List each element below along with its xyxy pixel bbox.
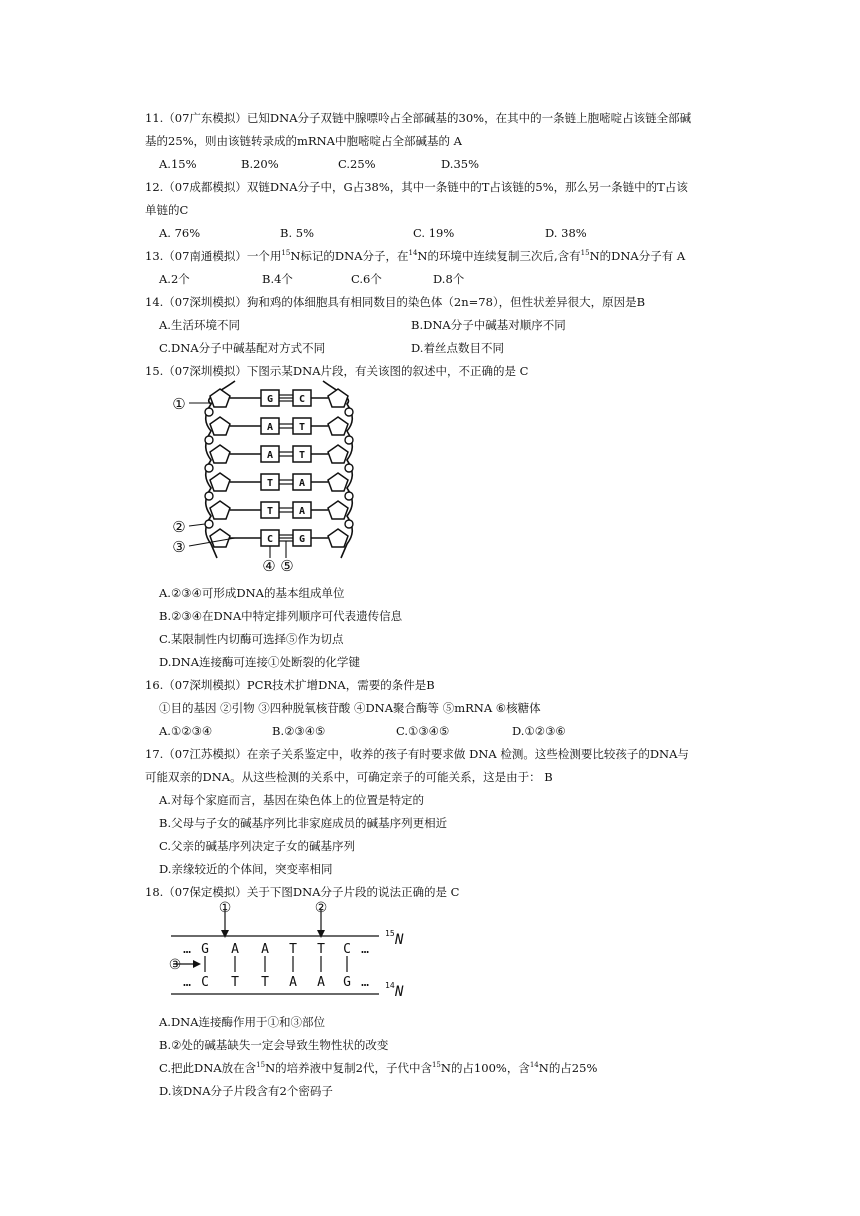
q18-option-a: A.DNA连接酶作用于①和③部位: [159, 1015, 326, 1029]
q16-option-d: D.①②③⑥: [512, 724, 566, 738]
q15-right-base-1: C: [298, 394, 306, 405]
q14-option-a: A.生活环境不同: [159, 318, 240, 332]
q15-left-base-2: A: [266, 422, 274, 433]
q13-sup-2: 14: [408, 249, 418, 258]
q17-option-d: D.亲缘较近的个体间，突变率相同: [159, 862, 333, 876]
q13-stem-mid2: N的环境中连续复制三次后,含有: [417, 249, 581, 263]
q14-option-d: D.着丝点数目不同: [411, 341, 504, 355]
q15-right-base-4: A: [298, 478, 306, 489]
q15-label-3: ③: [172, 538, 186, 556]
q15-right-base-6: G: [298, 534, 306, 545]
q18-option-c-part1: C.把此DNA放在含: [159, 1061, 257, 1075]
q13-stem-prefix: 13.（07南通模拟）一个用: [145, 249, 282, 263]
q15-label-5: ⑤: [280, 557, 294, 574]
q18-bottom-base-1: C: [201, 975, 209, 990]
q18-option-c-sup2: 15: [431, 1061, 441, 1070]
q18-bottom-base-5: A: [317, 975, 325, 990]
q17-option-b: B.父母与子女的碱基序列比非家庭成员的碱基序列更相近: [159, 816, 448, 830]
q15-left-base-3: A: [266, 450, 274, 461]
q12-stem-line1: 12.（07成都模拟）双链DNA分子中，G占38%，其中一条链中的T占该链的5%，那么另一条链中的T占该: [145, 180, 688, 194]
q18-arrow-label-3: ③: [168, 957, 182, 973]
q11-stem-line1: 11.（07广东模拟）已知DNA分子双链中腺嘌呤占全部碱基的30%，在其中的一条链上胞嘧啶占该链全部碱: [145, 111, 692, 125]
q18-top-strand-element: N: [395, 932, 404, 948]
q18-stem: 18.（07保定模拟）关于下图DNA分子片段的说法正确的是 C: [145, 885, 460, 899]
q12-option-a: A. 76%: [159, 226, 201, 240]
q13-option-c: C.6个: [351, 272, 382, 286]
q13-option-d: D.8个: [433, 272, 465, 286]
q18-arrow-label-2: ②: [314, 900, 328, 916]
q15-label-1: ①: [172, 395, 186, 413]
q15-option-d: D.DNA连接酶可连接①处断裂的化学键: [159, 655, 361, 669]
q18-top-base-6: C: [343, 942, 351, 957]
q18-top-ellipsis-left: …: [183, 942, 191, 957]
q13-option-a: A.2个: [159, 272, 190, 286]
q15-option-a: A.②③④可形成DNA的基本组成单位: [159, 586, 345, 600]
q15-option-b: B.②③④在DNA中特定排列顺序可代表遗传信息: [159, 609, 403, 623]
q18-bottom-ellipsis-right: …: [361, 975, 369, 990]
q18-option-c-part3: N的占100%，含: [440, 1061, 530, 1075]
q13-stem-suffix: N的DNA分子有 A: [589, 249, 686, 263]
q18-top-base-4: T: [289, 942, 297, 957]
q14-stem: 14.（07深圳模拟）狗和鸡的体细胞具有相同数目的染色体（2n=78），但性状差异很大，原因是B: [145, 295, 646, 309]
q15-stem: 15.（07深圳模拟）下图示某DNA片段，有关该图的叙述中，不正确的是 C: [145, 364, 529, 378]
q17-option-a: A.对每个家庭而言，基因在染色体上的位置是特定的: [159, 793, 424, 807]
q18-top-base-2: A: [231, 942, 239, 957]
q18-arrow-label-1: ①: [218, 900, 232, 916]
q15-left-base-4: T: [266, 478, 274, 489]
q13-sup-3: 15: [580, 249, 590, 258]
q15-label-2: ②: [172, 518, 186, 536]
q11-option-a: A.15%: [159, 157, 197, 171]
q15-left-base-5: T: [266, 506, 274, 517]
q18-top-base-5: T: [317, 942, 325, 957]
q12-option-b: B. 5%: [280, 226, 315, 240]
q18-dna-strand-figure: [165, 900, 415, 1000]
q16-stem: 16.（07深圳模拟）PCR技术扩增DNA，需要的条件是B: [145, 678, 435, 692]
q12-option-d: D. 38%: [545, 226, 587, 240]
q18-top-base-1: G: [201, 942, 209, 957]
q17-option-c: C.父亲的碱基序列决定子女的碱基序列: [159, 839, 356, 853]
q12-stem-line2: 单链的C: [145, 203, 189, 217]
q14-option-b: B.DNA分子中碱基对顺序不同: [411, 318, 566, 332]
q15-option-c: C.某限制性内切酶可选择⑤作为切点: [159, 632, 344, 646]
q16-option-b: B.②③④⑤: [272, 724, 326, 738]
q15-left-base-1: G: [266, 394, 274, 405]
q11-option-c: C.25%: [338, 157, 376, 171]
q15-right-base-2: T: [298, 422, 306, 433]
q11-option-d: D.35%: [441, 157, 480, 171]
q18-bottom-strand-isotope: 14: [385, 981, 395, 990]
q13-stem: [145, 248, 685, 264]
q12-option-c: C. 19%: [413, 226, 455, 240]
q15-left-base-6: C: [266, 534, 274, 545]
q18-bottom-base-3: T: [261, 975, 269, 990]
q18-top-base-3: A: [261, 942, 269, 957]
q14-option-c: C.DNA分子中碱基配对方式不同: [159, 341, 326, 355]
q16-conditions: ①目的基因 ②引物 ③四种脱氧核苷酸 ④DNA聚合酶等 ⑤mRNA ⑥核糖体: [159, 701, 541, 715]
q13-option-b: B.4个: [262, 272, 293, 286]
q11-option-b: B.20%: [241, 157, 279, 171]
q18-bottom-base-2: T: [231, 975, 239, 990]
q18-bottom-base-4: A: [289, 975, 297, 990]
q18-top-strand-isotope: 15: [385, 929, 395, 938]
q18-option-c-part2: N的培养液中复制2代，子代中含: [265, 1061, 432, 1075]
q18-bottom-ellipsis-left: …: [183, 975, 191, 990]
q18-option-d: D.该DNA分子片段含有2个密码子: [159, 1084, 333, 1098]
q18-option-c: [159, 1060, 597, 1076]
q18-option-c-sup3: 14: [529, 1061, 539, 1070]
q18-bottom-base-6: G: [343, 975, 351, 990]
q18-top-ellipsis-right: …: [361, 942, 369, 957]
q18-option-c-part4: N的占25%: [538, 1061, 598, 1075]
q17-stem-line1: 17.（07江苏模拟）在亲子关系鉴定中，收养的孩子有时要求做 DNA 检测。这些检测要比较孩子的DNA与: [145, 747, 689, 761]
q18-option-b: B.②处的碱基缺失一定会导致生物性状的改变: [159, 1038, 389, 1052]
q18-bottom-strand-element: N: [395, 984, 404, 1000]
q13-sup-1: 15: [281, 249, 291, 258]
q13-stem-mid1: N标记的DNA分子，在: [290, 249, 409, 263]
q15-dna-ladder-figure: [165, 376, 390, 574]
q16-option-c: C.①③④⑤: [396, 724, 450, 738]
q15-right-base-3: T: [298, 450, 306, 461]
q15-right-base-5: A: [298, 506, 306, 517]
q15-label-4: ④: [262, 557, 276, 574]
q11-stem-line2: 基的25%，则由该链转录成的mRNA中胞嘧啶占全部碱基的 A: [145, 134, 462, 148]
q18-option-c-sup1: 15: [256, 1061, 266, 1070]
q17-stem-line2: 可能双亲的DNA。从这些检测的关系中，可确定亲子的可能关系，这是由于： B: [145, 770, 553, 784]
q16-option-a: A.①②③④: [159, 724, 213, 738]
